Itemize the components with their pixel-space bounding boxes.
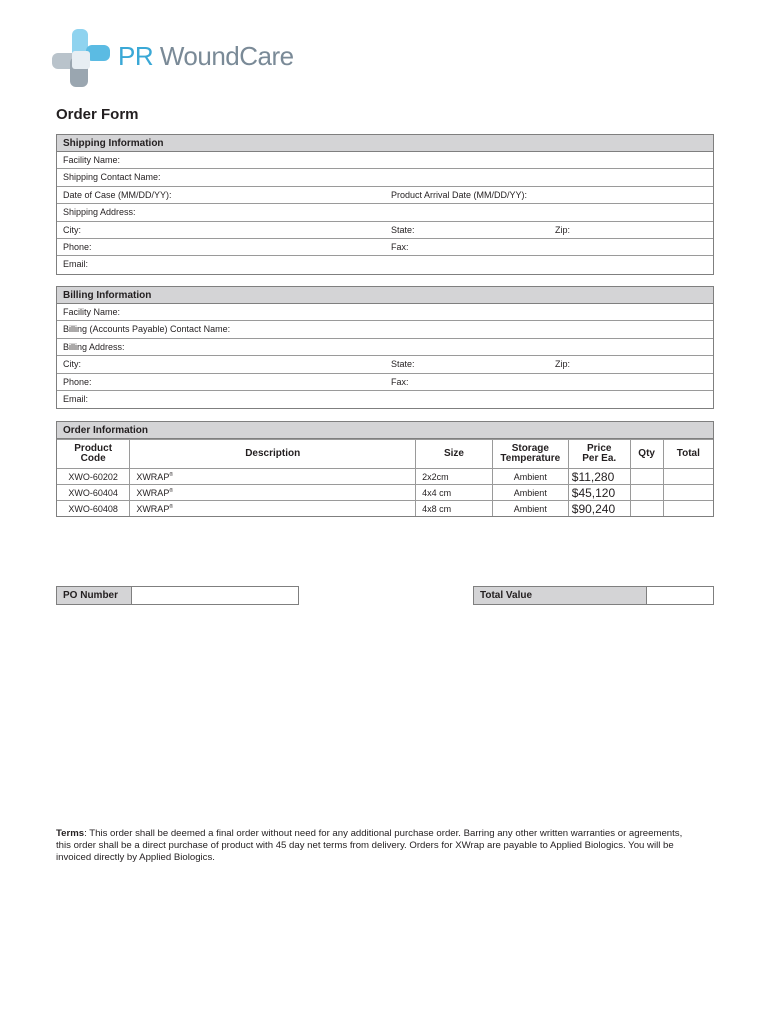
col-storage: Storage Temperature — [492, 440, 568, 469]
po-number-label: PO Number — [57, 587, 132, 604]
product-size: 4x8 cm — [416, 501, 493, 517]
total-value-field — [473, 586, 714, 605]
brand-prefix: PR — [118, 41, 154, 71]
po-number-field — [56, 586, 299, 605]
qty-input[interactable] — [630, 469, 663, 485]
billing-state-label: State: — [391, 359, 415, 370]
billing-contact-label: Billing (Accounts Payable) Contact Name: — [63, 324, 231, 335]
product-price: $45,120 — [568, 485, 630, 501]
billing-phone-row[interactable] — [57, 374, 713, 391]
col-product-code: Product Code — [57, 440, 130, 469]
shipping-contact-row[interactable] — [57, 169, 713, 186]
shipping-dates-row[interactable] — [57, 187, 713, 204]
billing-address-row[interactable] — [57, 339, 713, 356]
shipping-phone-label: Phone: — [63, 241, 92, 252]
arrival-date-label: Product Arrival Date (MM/DD/YY): — [391, 189, 528, 200]
product-storage: Ambient — [492, 485, 568, 501]
qty-input[interactable] — [630, 485, 663, 501]
shipping-email-label: Email: — [63, 259, 89, 270]
product-price: $11,280 — [568, 469, 630, 485]
shipping-facility-row[interactable] — [57, 152, 713, 169]
line-total[interactable] — [663, 501, 713, 517]
product-code: XWO-60408 — [57, 501, 130, 517]
shipping-city-row[interactable] — [57, 222, 713, 239]
terms-paragraph — [56, 828, 696, 864]
terms-label: Terms — [56, 828, 85, 839]
product-code: XWO-60404 — [57, 485, 130, 501]
billing-facility-row[interactable] — [57, 304, 713, 321]
company-logo — [50, 27, 300, 93]
terms-text: : This order shall be deemed a final order without need for any additional purchase order. Barring any other written warranties or agreements, this order shall be a direct purchase of product with 45 day net terms from delivery. Orders for XWrap are payable to Applied Biologics. You will be invoiced directly by Applied Biologics. — [56, 828, 683, 863]
product-storage: Ambient — [492, 469, 568, 485]
order-section — [56, 421, 714, 517]
shipping-address-row[interactable] — [57, 204, 713, 221]
billing-heading: Billing Information — [57, 287, 713, 304]
billing-contact-row[interactable] — [57, 321, 713, 338]
shipping-fax-label: Fax: — [391, 241, 409, 252]
product-description: XWRAP® — [130, 501, 416, 517]
date-of-case-label: Date of Case (MM/DD/YY): — [63, 189, 172, 200]
table-row — [57, 469, 713, 485]
shipping-zip-label: Zip: — [555, 224, 571, 235]
shipping-contact-label: Shipping Contact Name: — [63, 172, 161, 183]
shipping-phone-row[interactable] — [57, 239, 713, 256]
cross-logo-icon — [50, 27, 112, 93]
billing-fax-label: Fax: — [391, 376, 409, 387]
brand-name — [118, 41, 294, 72]
qty-input[interactable] — [630, 501, 663, 517]
total-value-label: Total Value — [474, 587, 647, 604]
order-heading: Order Information — [57, 422, 713, 439]
shipping-facility-label: Facility Name: — [63, 155, 121, 165]
billing-section — [56, 286, 714, 409]
billing-facility-label: Facility Name: — [63, 307, 121, 317]
product-size: 4x4 cm — [416, 485, 493, 501]
brand-suffix: WoundCare — [159, 41, 294, 71]
product-size: 2x2cm — [416, 469, 493, 485]
col-description: Description — [130, 440, 416, 469]
col-price: Price Per Ea. — [568, 440, 630, 469]
line-total[interactable] — [663, 485, 713, 501]
product-storage: Ambient — [492, 501, 568, 517]
col-total: Total — [663, 440, 713, 469]
shipping-city-label: City: — [63, 224, 81, 235]
product-code: XWO-60202 — [57, 469, 130, 485]
order-table — [57, 439, 713, 516]
billing-city-label: City: — [63, 359, 81, 370]
product-description: XWRAP® — [130, 469, 416, 485]
col-qty: Qty — [630, 440, 663, 469]
total-value-input[interactable] — [647, 587, 713, 604]
billing-phone-label: Phone: — [63, 376, 92, 387]
table-row — [57, 501, 713, 517]
billing-email-label: Email: — [63, 393, 89, 404]
billing-address-label: Billing Address: — [63, 341, 125, 352]
col-size: Size — [416, 440, 493, 469]
shipping-section — [56, 134, 714, 275]
order-header-row — [57, 440, 713, 469]
shipping-address-label: Shipping Address: — [63, 207, 136, 218]
page-title: Order Form — [56, 106, 139, 123]
line-total[interactable] — [663, 469, 713, 485]
shipping-email-row[interactable] — [57, 256, 713, 273]
billing-city-row[interactable] — [57, 356, 713, 373]
product-description: XWRAP® — [130, 485, 416, 501]
product-price: $90,240 — [568, 501, 630, 517]
po-number-input[interactable] — [132, 587, 298, 604]
billing-zip-label: Zip: — [555, 359, 571, 370]
billing-email-row[interactable] — [57, 391, 713, 408]
shipping-state-label: State: — [391, 224, 415, 235]
shipping-heading: Shipping Information — [57, 135, 713, 152]
table-row — [57, 485, 713, 501]
